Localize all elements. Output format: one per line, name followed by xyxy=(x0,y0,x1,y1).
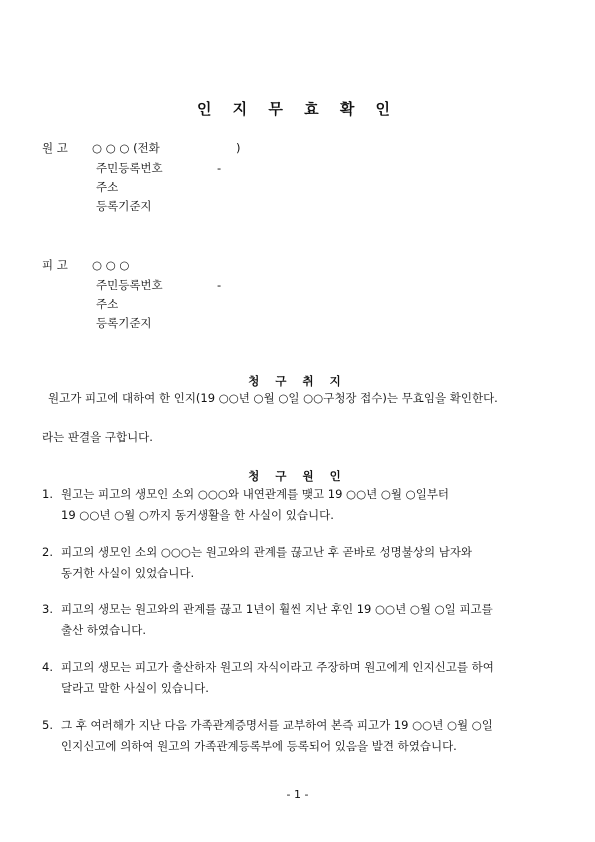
cause-item-number: 3. xyxy=(42,602,53,616)
defendant-address-label: 주소 xyxy=(96,297,119,311)
plaintiff-address-label: 주소 xyxy=(96,180,119,194)
cause-item-line: 피고의 생모인 소외 ○○○는 원고와의 관계를 끊고난 후 곧바로 성명불상의 남자와 xyxy=(61,545,473,559)
document-title: 인 지 무 효 확 인 xyxy=(196,100,399,118)
plaintiff-registry-label: 등록기준지 xyxy=(96,199,152,213)
plaintiff-phone-close: ) xyxy=(236,141,241,155)
cause-item-line: 인지신고에 의하여 원고의 가족관계등록부에 등록되어 있음을 발견 하였습니다. xyxy=(61,739,457,753)
cause-item-number: 1. xyxy=(42,487,53,501)
cause-item xyxy=(42,599,557,641)
cause-item-line: 원고는 피고의 생모인 소외 ○○○와 내연관계를 맺고 19 ○○년 ○월 ○일부터 xyxy=(61,487,450,501)
defendant-registry-label: 등록기준지 xyxy=(96,316,152,330)
cause-item-number: 5. xyxy=(42,718,53,732)
defendant-resident-number-dash: - xyxy=(217,278,222,292)
cause-item-number: 4. xyxy=(42,660,53,674)
cause-item-line: 동거한 사실이 있었습니다. xyxy=(61,566,195,580)
claim-closing: 라는 판결을 구합니다. xyxy=(42,430,153,444)
defendant-label: 피 고 xyxy=(42,258,68,272)
cause-item xyxy=(42,542,557,584)
page-number: - 1 - xyxy=(286,788,309,801)
defendant-resident-number-label: 주민등록번호 xyxy=(96,278,163,292)
plaintiff-name: ○ ○ ○ (전화 xyxy=(92,141,160,155)
cause-heading: 청 구 원 인 xyxy=(248,469,347,483)
cause-item xyxy=(42,715,557,757)
claim-text: 원고가 피고에 대하여 한 인지(19 ○○년 ○월 ○일 ○○구청장 접수)는 무효임을 확인한다. xyxy=(48,391,498,405)
cause-item xyxy=(42,484,557,526)
cause-item-line: 그 후 여러해가 지난 다음 가족관계증명서를 교부하여 본즉 피고가 19 ○○년 ○월 ○일 xyxy=(61,718,493,732)
plaintiff-resident-number-label: 주민등록번호 xyxy=(96,161,163,175)
cause-item-number: 2. xyxy=(42,545,53,559)
claim-heading: 청 구 취 지 xyxy=(248,374,347,388)
defendant-name: ○ ○ ○ xyxy=(92,258,130,272)
cause-item-line: 19 ○○년 ○월 ○까지 동거생활을 한 사실이 있습니다. xyxy=(61,508,334,522)
cause-item-line: 피고의 생모는 피고가 출산하자 원고의 자식이라고 주장하며 원고에게 인지신고를 하여 xyxy=(61,660,494,674)
cause-item-line: 달라고 말한 사실이 있습니다. xyxy=(61,681,209,695)
cause-item-line: 피고의 생모는 원고와의 관계를 끊고 1년이 훨씬 지난 후인 19 ○○년 ○월 ○일 피고를 xyxy=(61,602,493,616)
plaintiff-resident-number-dash: - xyxy=(217,161,222,175)
cause-item xyxy=(42,657,557,699)
cause-item-line: 출산 하였습니다. xyxy=(61,623,147,637)
plaintiff-label: 원 고 xyxy=(42,141,68,155)
